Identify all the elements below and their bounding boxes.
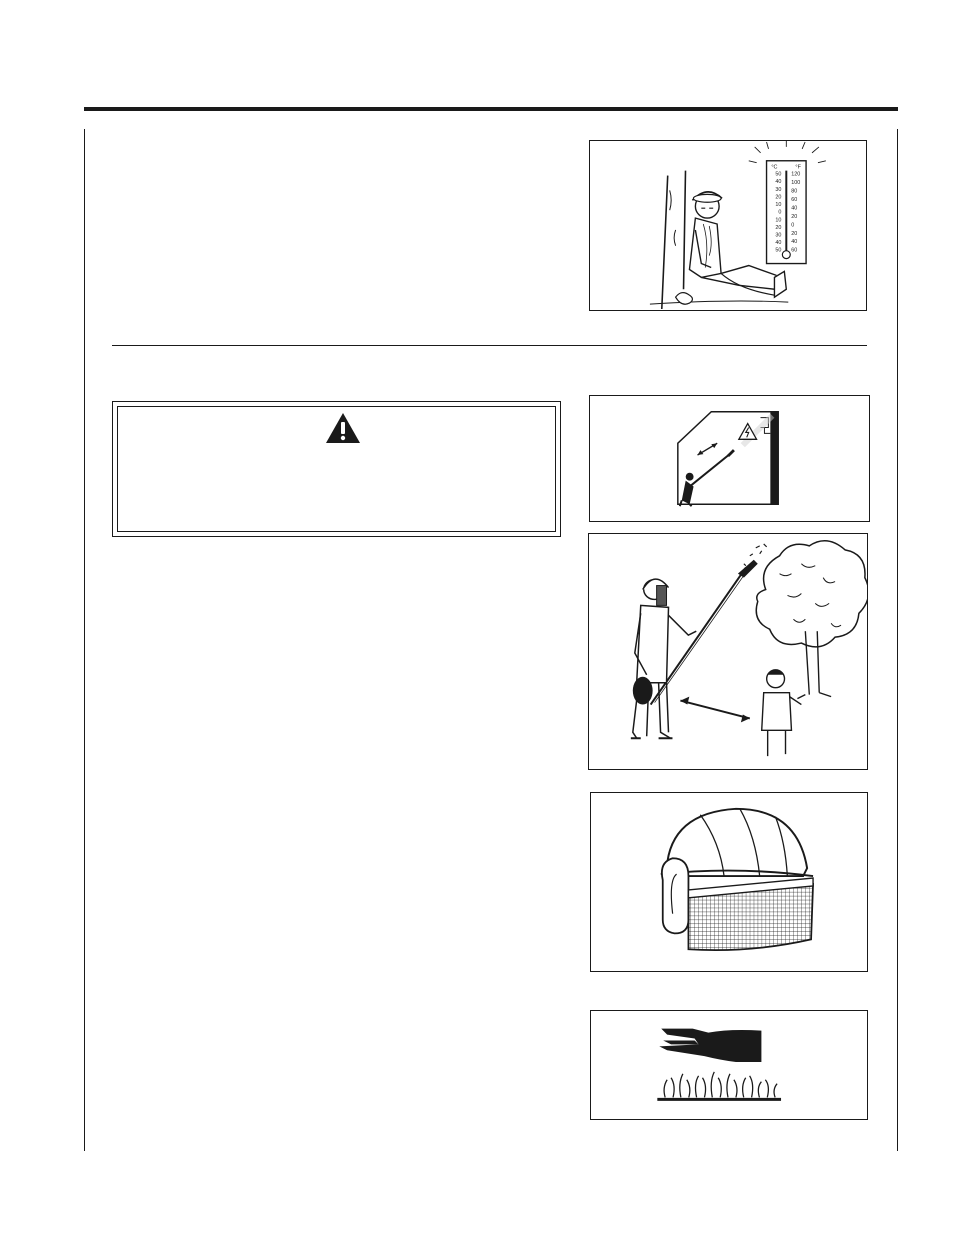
section-divider: [112, 345, 867, 346]
bystander-distance-illustration: [589, 534, 867, 769]
right-margin-line: [897, 129, 898, 1151]
warning-box-inner: [117, 406, 556, 532]
power-line-figure: [589, 395, 870, 522]
thermometer-tick-right: 60: [791, 196, 798, 203]
thermometer-tick-right: 60: [791, 247, 798, 254]
bystander-distance-figure: [588, 533, 868, 770]
thermometer-tick-right: 0: [791, 222, 795, 229]
thermometer-tick-left: 50: [775, 247, 782, 254]
hot-surface-figure: [590, 1010, 868, 1120]
thermometer-tick-right: 120: [791, 171, 801, 178]
thermometer-tick-right: 20: [791, 213, 798, 220]
thermometer-tick-right: 20: [791, 230, 798, 237]
warning-icon-name: [118, 407, 119, 408]
thermometer-unit-right: °F: [795, 164, 801, 171]
thermometer-tick-left: 50: [775, 171, 782, 178]
thermometer-tick-right: 80: [791, 188, 798, 195]
thermometer-tick-right: 40: [791, 205, 798, 212]
hot-surface-hand-illustration: [591, 1011, 867, 1119]
thermometer-tick-left: 30: [775, 232, 782, 239]
thermometer-tick-left: 20: [775, 194, 782, 201]
thermometer-tick-left: 10: [775, 217, 782, 224]
thermometer-tick-left: 20: [775, 224, 782, 231]
warning-triangle-icon: [325, 412, 361, 444]
thermometer-tick-right: 100: [791, 180, 801, 187]
warning-box: [112, 401, 561, 537]
header-rule: [84, 107, 898, 111]
helmet-visor-earmuffs-illustration: [591, 793, 867, 971]
thermometer-unit-left: °C: [771, 164, 778, 171]
thermometer-tick-left: 10: [775, 202, 782, 209]
thermometer-tick-left: 40: [775, 240, 782, 247]
heat-exhaustion-illustration: [590, 141, 866, 310]
power-line-clearance-illustration: [590, 396, 869, 521]
thermometer-tick-left: 30: [775, 186, 782, 193]
helmet-figure: [590, 792, 868, 972]
thermometer-tick-left: 0: [778, 209, 782, 216]
thermometer-tick-right: 40: [791, 239, 798, 246]
thermometer-tick-left: 40: [775, 179, 782, 186]
left-margin-line: [84, 129, 85, 1151]
heat-exhaustion-figure: [589, 140, 867, 311]
